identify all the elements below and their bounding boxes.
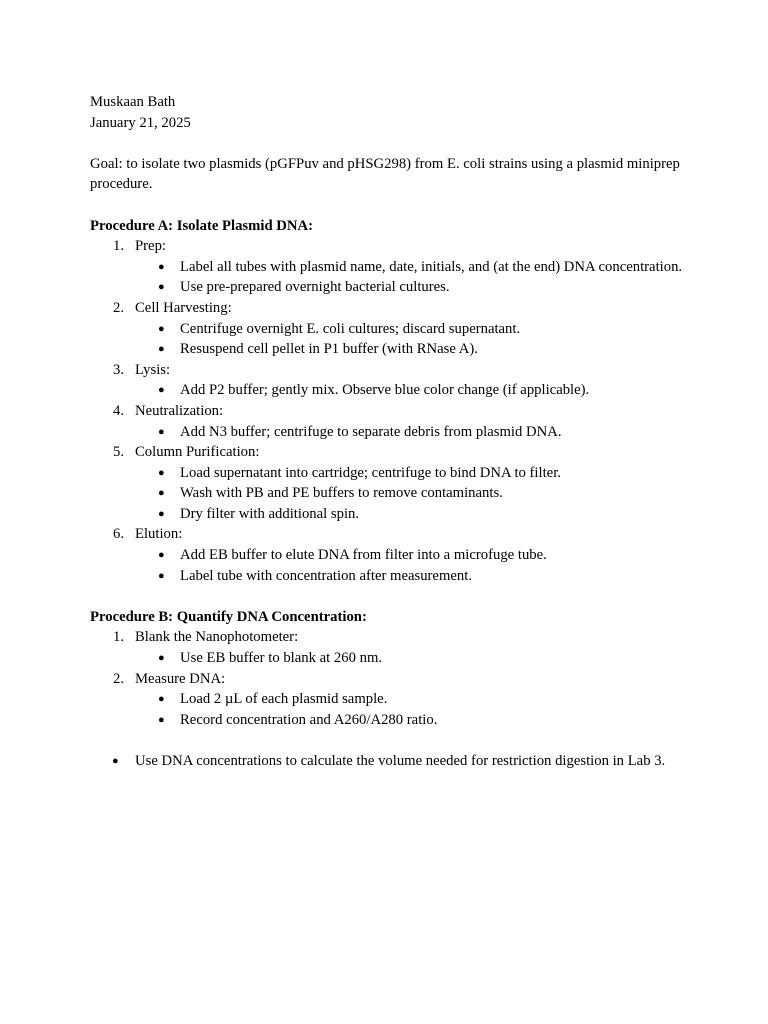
bullet-item (135, 319, 690, 340)
bullet-icon: ● (158, 260, 165, 273)
bullet-icon: ● (158, 466, 165, 479)
step-item (90, 669, 690, 731)
bullet-item (135, 710, 690, 731)
step-label: Neutralization: (135, 402, 224, 419)
bullet-icon: ● (158, 693, 165, 706)
step-number: 5. (112, 444, 124, 461)
bullet-icon: ● (158, 322, 165, 335)
spacer (90, 586, 690, 607)
bullet-text: Centrifuge overnight E. coli cultures; discard supernatant. (180, 320, 521, 337)
step-number: 2. (112, 670, 124, 687)
bullet-icon: ● (158, 281, 165, 294)
goal-statement: Goal: to isolate two plasmids (pGFPuv and pHSG298) from E. coli strains using a plasmid miniprep procedure. (90, 155, 680, 193)
bullet-text: Load supernatant into cartridge; centrifuge to bind DNA to filter. (180, 464, 561, 481)
bullet-icon: ● (158, 507, 165, 520)
procedure-a-steps (90, 236, 690, 586)
spacer (90, 195, 690, 216)
bullet-text: Dry filter with additional spin. (180, 505, 360, 522)
bullet-item (135, 648, 690, 669)
bullet-icon: ● (158, 569, 165, 582)
bullet-text: Resuspend cell pellet in P1 buffer (with RNase A). (180, 341, 478, 358)
bullet-text: Load 2 µL of each plasmid sample. (180, 691, 388, 708)
document-page (90, 92, 690, 772)
bullet-text: Record concentration and A260/A280 ratio. (180, 711, 438, 728)
procedure-b-heading: Procedure B: Quantify DNA Concentration: (90, 608, 367, 625)
bullet-item (135, 380, 690, 401)
step-number: 2. (112, 299, 124, 316)
step-bullets (135, 319, 690, 360)
step-item (90, 442, 690, 524)
step-label: Blank the Nanophotometer: (135, 629, 299, 646)
bullet-text: Label tube with concentration after measurement. (180, 567, 472, 584)
bullet-icon: ● (158, 343, 165, 356)
bullet-icon: ● (112, 755, 119, 767)
bullet-icon: ● (158, 425, 165, 438)
step-item (90, 298, 690, 360)
step-number: 1. (112, 238, 124, 255)
bullet-text: Add EB buffer to elute DNA from filter into a microfuge tube. (180, 547, 547, 564)
step-label: Elution: (135, 526, 183, 543)
bullet-icon: ● (158, 549, 165, 562)
final-note-text: Use DNA concentrations to calculate the volume needed for restriction digestion in Lab 3. (135, 753, 666, 769)
step-number: 4. (112, 402, 124, 419)
step-bullets (135, 380, 690, 401)
bullet-icon: ● (158, 487, 165, 500)
step-bullets (135, 648, 690, 669)
bullet-item (135, 545, 690, 566)
step-number: 3. (112, 361, 124, 378)
bullet-text: Label all tubes with plasmid name, date, initials, and (at the end) DNA concentration. (180, 258, 683, 275)
step-item (90, 360, 690, 401)
final-note-list (90, 751, 690, 772)
bullet-text: Add P2 buffer; gently mix. Observe blue color change (if applicable). (180, 382, 590, 399)
bullet-text: Use pre-prepared overnight bacterial cultures. (180, 279, 450, 296)
bullet-item (135, 339, 690, 360)
spacer (90, 133, 690, 154)
document-date: January 21, 2025 (90, 114, 191, 131)
bullet-item (135, 566, 690, 587)
step-label: Lysis: (135, 361, 171, 378)
spacer (90, 730, 690, 751)
step-number: 6. (112, 526, 124, 543)
step-item (90, 401, 690, 442)
step-item (90, 627, 690, 668)
step-number: 1. (112, 629, 124, 646)
bullet-icon: ● (158, 384, 165, 397)
procedure-a-heading: Procedure A: Isolate Plasmid DNA: (90, 217, 314, 234)
bullet-item (135, 257, 690, 278)
author-name: Muskaan Bath (90, 94, 176, 110)
procedure-b-steps (90, 627, 690, 730)
step-label: Measure DNA: (135, 670, 226, 687)
step-label: Prep: (135, 238, 167, 255)
step-bullets (135, 689, 690, 730)
final-note-item (90, 751, 675, 772)
bullet-text: Use EB buffer to blank at 260 nm. (180, 650, 383, 667)
bullet-text: Add N3 buffer; centrifuge to separate debris from plasmid DNA. (180, 423, 562, 440)
bullet-text: Wash with PB and PE buffers to remove contaminants. (180, 485, 503, 502)
step-bullets (135, 545, 690, 586)
step-item (90, 524, 690, 586)
step-item (90, 236, 690, 298)
bullet-item (135, 483, 690, 504)
bullet-item (135, 463, 690, 484)
step-bullets (135, 257, 690, 298)
bullet-icon: ● (158, 713, 165, 726)
step-bullets (135, 422, 690, 443)
bullet-item (135, 277, 690, 298)
bullet-item (135, 689, 690, 710)
step-label: Column Purification: (135, 444, 260, 461)
bullet-item (135, 422, 690, 443)
step-label: Cell Harvesting: (135, 299, 232, 316)
step-bullets (135, 463, 690, 525)
bullet-icon: ● (158, 652, 165, 665)
bullet-item (135, 504, 690, 525)
